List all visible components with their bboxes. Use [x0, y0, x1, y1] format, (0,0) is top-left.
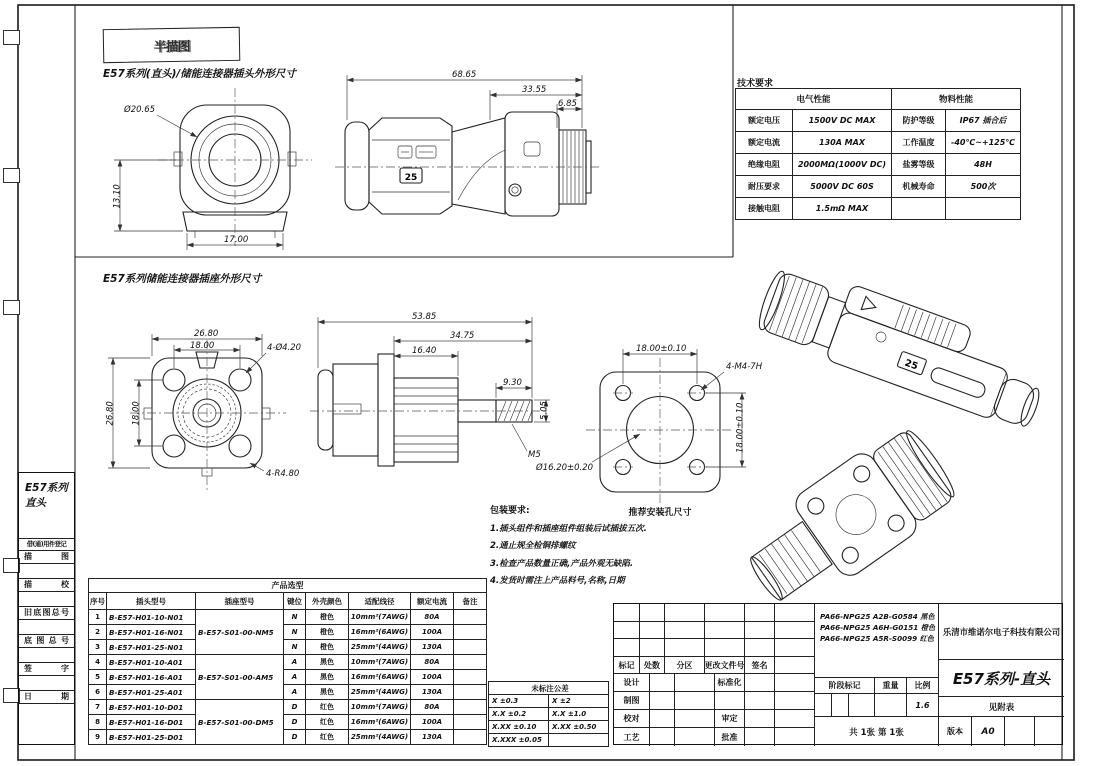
plug-3d-render: [753, 258, 1055, 433]
mounting-hole-view: [586, 344, 763, 518]
edge-tab: [3, 30, 20, 45]
dim-mount-tap: 4-M4-7H: [726, 362, 763, 372]
tolerance-table: [488, 681, 609, 747]
role-design: 设计: [614, 673, 649, 691]
cell: 8: [89, 715, 107, 730]
dim-plug-mid: 33.55: [522, 85, 547, 95]
tech-cell: 防护等级: [892, 110, 946, 132]
dim-socket-shaft-dia: 5.05: [539, 401, 550, 420]
col-header: 键位: [284, 593, 306, 610]
stage-mark-label: 阶段标记: [814, 677, 874, 693]
empty-row: [19, 675, 74, 690]
role-draft: 制图: [614, 691, 649, 709]
cell: D: [284, 715, 306, 730]
cell: X.XX ±0.10: [489, 721, 549, 734]
table-row: [736, 176, 1021, 198]
table-row: [89, 700, 487, 715]
material-list: [814, 604, 938, 677]
series-line2: 直头: [25, 497, 46, 509]
dim-socket-inner-w: 18.00: [190, 341, 215, 351]
cell: 16mm²(6AWG): [349, 625, 411, 640]
plug-marking-badge: 25: [404, 173, 418, 183]
tech-cell: 130A MAX: [793, 132, 892, 154]
tech-cell: IP67 插合后: [946, 110, 1021, 132]
cell: 橙色: [306, 640, 349, 655]
rev-header: 标记: [614, 656, 639, 673]
dim-socket-flange-h: 26.80: [105, 401, 116, 426]
socket-front-view: [106, 329, 302, 490]
cell: 100A: [411, 625, 454, 640]
dim-socket-thread: M5: [528, 450, 541, 460]
base-no-label: 底图总号: [19, 634, 74, 647]
cell: B-E57-H01-25-N01: [107, 640, 196, 655]
rev-header: 更改文件号: [704, 656, 744, 673]
tech-cell: -40℃~+125℃: [946, 132, 1021, 154]
material-line: PA66-NPG25 A5R-S0099 红色: [820, 634, 934, 643]
socket-section-title: E57系列储能连接器插座外形尺寸: [103, 273, 262, 285]
old-base-no-label: 旧底图总号: [19, 606, 74, 619]
table-row: [736, 89, 1021, 110]
cell: 130A: [411, 730, 454, 745]
cell: X.XXX ±0.05: [489, 734, 549, 747]
product-selection-table: [88, 578, 487, 745]
table-row: [489, 682, 609, 695]
version-value: A0: [971, 716, 1004, 746]
cell: 7: [89, 700, 107, 715]
scale-value: 1.6: [906, 693, 938, 716]
tech-cell: 额定电流: [736, 132, 793, 154]
table-row: [89, 730, 487, 745]
dim-plug-dia: Ø20.65: [124, 105, 156, 115]
cell: B-E57-H01-16-A01: [107, 670, 196, 685]
dim-socket-center-dia: Ø16.20±0.20: [536, 463, 594, 473]
cell: N: [284, 625, 306, 640]
col-header: 适配线径: [349, 593, 411, 610]
dim-plug-width: 17.00: [224, 235, 249, 245]
cell: X.X ±0.2: [489, 708, 549, 721]
dim-plug-tip: 6.85: [558, 99, 577, 109]
material-line: PA66-NPG25 A2B-G0584 黑色: [820, 612, 935, 621]
tech-cell: [946, 198, 1021, 220]
cell: 80A: [411, 610, 454, 625]
tech-cell: 机械寿命: [892, 176, 946, 198]
packing-item: 1.插头组件和插座组件组装后试插拔五次.: [490, 523, 647, 534]
company-name: 乐清市维诺尔电子科技有限公司: [938, 604, 1064, 659]
dim-mount-pitch-h: 18.00±0.10: [636, 344, 687, 354]
cell: [454, 700, 487, 715]
empty-row: [19, 703, 74, 718]
cell: 80A: [411, 700, 454, 715]
cell: 25mm²(4AWG): [349, 640, 411, 655]
cell: 1: [89, 610, 107, 625]
tech-cell: 耐压要求: [736, 176, 793, 198]
tech-cell: 工作温度: [892, 132, 946, 154]
cell: 橙色: [306, 625, 349, 640]
cell: 2: [89, 625, 107, 640]
table-row: [89, 715, 487, 730]
empty-row: [19, 647, 74, 662]
cell: 9: [89, 730, 107, 745]
col-header: 插座型号: [196, 593, 284, 610]
cell: 红色: [306, 700, 349, 715]
cell: N: [284, 610, 306, 625]
role-review: 审定: [714, 709, 744, 727]
dim-plug-height: 13.10: [112, 184, 123, 209]
cell: A: [284, 670, 306, 685]
tech-cell: 绝缘电阻: [736, 154, 793, 176]
cell: B-E57-S01-00-DM5: [196, 700, 284, 745]
cell: 25mm²(4AWG): [349, 730, 411, 745]
edge-tab: [3, 168, 20, 183]
tech-header-electrical: 电气性能: [736, 89, 892, 110]
tolerance-title: 未标注公差: [489, 682, 609, 695]
table-row: [89, 610, 487, 625]
table-row: [489, 695, 609, 708]
cell: [454, 670, 487, 685]
cell: 16mm²(6AWG): [349, 670, 411, 685]
cell: [454, 655, 487, 670]
role-approve: 批准: [714, 727, 744, 746]
tech-cell: 盐雾等级: [892, 154, 946, 176]
col-header: 额定电流: [411, 593, 454, 610]
tracing-label: 描图: [19, 550, 74, 563]
dim-socket-holes: 4-Ø4.20: [267, 343, 302, 353]
signature-label: 签字: [19, 662, 74, 675]
cell: 5: [89, 670, 107, 685]
cell: N: [284, 640, 306, 655]
packing-item: 4.发货时需注上产品料号,名称,日期: [490, 576, 625, 586]
edge-tab: [3, 300, 20, 315]
table-row: [89, 640, 487, 655]
cell: B-E57-S01-00-NM5: [196, 610, 284, 655]
cell: X ±2: [549, 695, 609, 708]
drawing-title: E57系列-直头: [938, 659, 1064, 696]
table-row: [736, 132, 1021, 154]
col-header: 外壳颜色: [306, 593, 349, 610]
role-check: 校对: [614, 709, 649, 727]
packing-item: 3.检查产品数量正确,产品外观无缺陷.: [490, 558, 634, 569]
tech-cell: 5000V DC 60S: [793, 176, 892, 198]
cell: X.X ±1.0: [549, 708, 609, 721]
table-row: [89, 625, 487, 640]
version-label: 版本: [938, 716, 971, 746]
tech-cell: 500次: [946, 176, 1021, 198]
col-header: 序号: [89, 593, 107, 610]
dim-socket-spline: 16.40: [412, 346, 437, 356]
tech-header-material: 物料性能: [892, 89, 1021, 110]
cell: X.XX ±0.50: [549, 721, 609, 734]
packing-item: 2.通止规全检铜排螺纹: [490, 541, 576, 551]
cell: [454, 610, 487, 625]
tracing-check-label: 描校: [19, 578, 74, 591]
tech-cell: [892, 198, 946, 220]
cell: B-E57-H01-16-D01: [107, 715, 196, 730]
cell: [549, 734, 609, 747]
socket-3d-render: [733, 419, 964, 621]
tech-cell: 额定电压: [736, 110, 793, 132]
cell: D: [284, 730, 306, 745]
cell: 10mm²(7AWG): [349, 655, 411, 670]
tech-cell: 2000MΩ(1000V DC): [793, 154, 892, 176]
cell: [454, 730, 487, 745]
see-table-note: 见附表: [938, 696, 1064, 716]
cell: 130A: [411, 640, 454, 655]
packing-title: 包装要求:: [490, 506, 530, 516]
role-process: 工艺: [614, 727, 649, 746]
cell: B-E57-H01-16-N01: [107, 625, 196, 640]
col-header: 备注: [454, 593, 487, 610]
scale-label: 比例: [906, 677, 938, 693]
socket-side-view: [310, 312, 640, 473]
table-row: [736, 110, 1021, 132]
material-line: PA66-NPG25 A6H-G0151 橙色: [820, 623, 936, 632]
title-block: [613, 603, 1063, 745]
cell: D: [284, 700, 306, 715]
table-row: [736, 154, 1021, 176]
dim-socket-inner-h: 18.00: [131, 401, 142, 426]
sheet-info: 共 1张 第 1张: [814, 716, 938, 746]
weight-label: 重量: [874, 677, 906, 693]
cell: 80A: [411, 655, 454, 670]
table-row: [89, 579, 487, 593]
table-row: [89, 593, 487, 610]
cell: 10mm²(7AWG): [349, 610, 411, 625]
empty-row: [19, 619, 74, 634]
cell: 100A: [411, 670, 454, 685]
mounting-caption: 推荐安装孔尺寸: [628, 508, 692, 518]
packing-requirements: [490, 503, 725, 586]
rev-header: 处数: [639, 656, 664, 673]
cert-mark-icons: [398, 146, 436, 158]
cell: [454, 685, 487, 700]
tech-cell: 1.5mΩ MAX: [793, 198, 892, 220]
cell: 100A: [411, 715, 454, 730]
table-row: [489, 708, 609, 721]
series-line1: E57系列: [25, 482, 68, 494]
rev-header: 签名: [744, 656, 774, 673]
col-header: 插头型号: [107, 593, 196, 610]
cell: 4: [89, 655, 107, 670]
dim-socket-flange-w: 26.80: [194, 329, 219, 339]
dim-socket-mid: 34.75: [450, 331, 475, 341]
cell: 6: [89, 685, 107, 700]
empty-row: [19, 591, 74, 606]
dim-socket-corner-r: 4-R4.80: [266, 469, 300, 479]
cell: 黑色: [306, 685, 349, 700]
cell: B-E57-H01-10-A01: [107, 655, 196, 670]
cell: A: [284, 655, 306, 670]
cell: B-E57-H01-25-A01: [107, 685, 196, 700]
cell: B-E57-H01-25-D01: [107, 730, 196, 745]
cell: B-E57-S01-00-AM5: [196, 655, 284, 700]
tech-requirements-title: 技术要求: [737, 79, 774, 89]
cell: X ±0.3: [489, 695, 549, 708]
table-row: [89, 670, 487, 685]
plug-section-title: E57系列(直头)/储能连接器插头外形尺寸: [103, 68, 296, 80]
cell: [454, 715, 487, 730]
table-row: [489, 721, 609, 734]
cell: [454, 640, 487, 655]
cell: 红色: [306, 715, 349, 730]
cell: 3: [89, 640, 107, 655]
tech-cell: 接触电阻: [736, 198, 793, 220]
table-row: [489, 734, 609, 747]
empty-row: [19, 563, 74, 578]
cell: 16mm²(6AWG): [349, 715, 411, 730]
cell: 25mm²(4AWG): [349, 685, 411, 700]
weight-value: [874, 693, 906, 716]
rev-header: 分区: [664, 656, 704, 673]
plug-front-view: [113, 88, 313, 250]
cell: B-E57-H01-10-D01: [107, 700, 196, 715]
series-label: [19, 473, 74, 538]
cell: [454, 625, 487, 640]
borrow-register-label: 借(通)用件登记: [19, 538, 74, 550]
table-row: [89, 685, 487, 700]
cell: 橙色: [306, 610, 349, 625]
tech-cell: 1500V DC MAX: [793, 110, 892, 132]
table-row: [736, 198, 1021, 220]
tech-cell: 48H: [946, 154, 1021, 176]
table-row: [89, 655, 487, 670]
date-label: 日期: [19, 690, 74, 703]
cell: 黑色: [306, 670, 349, 685]
plug-side-view: [335, 70, 600, 216]
dim-socket-total: 53.85: [412, 312, 437, 322]
tech-requirements-table: [735, 88, 1021, 220]
dim-mount-pitch-v: 18.00±0.10: [735, 402, 746, 453]
cell: 红色: [306, 730, 349, 745]
cell: 130A: [411, 685, 454, 700]
role-standardize: 标准化: [714, 673, 744, 691]
left-register-column: [18, 472, 75, 745]
plug-3d-marking-badge: 25: [903, 357, 920, 373]
product-table-title: 产品选型: [89, 579, 487, 593]
cell: 10mm²(7AWG): [349, 700, 411, 715]
dim-plug-total: 68.65: [452, 70, 477, 80]
stamp-box: 半描图: [103, 27, 241, 63]
cell: B-E57-H01-10-N01: [107, 610, 196, 625]
dim-socket-thread-len: 9.30: [503, 378, 522, 388]
cell: 黑色: [306, 655, 349, 670]
cell: A: [284, 685, 306, 700]
